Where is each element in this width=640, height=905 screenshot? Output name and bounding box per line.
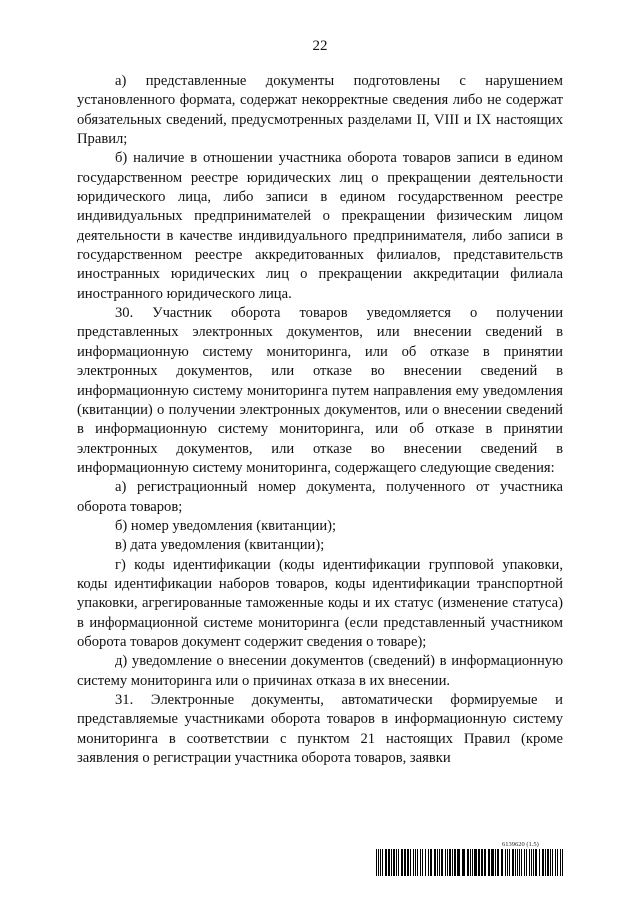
paragraph-item-d-notification: д) уведомление о внесении документов (сведений) в информационную систему мониторинга или о причинах отказа в их внесении.	[77, 653, 563, 689]
paragraph-item-b: б) наличие в отношении участника оборота товаров записи в едином государственном реестре юридических лиц о прекращении деятельности юридического лица, либо записи в едином государственном реестре индивидуальных предпринимателей о прекращении физическим лицом деятельности в качестве индивидуального предпринимателя, либо записи в государственном реестре аккредитованных филиалов, представительств иностранных юридических лиц о прекращении аккредитации филиала иностранного юридического лица.	[77, 150, 563, 302]
paragraph-item-v-notice-date: в) дата уведомления (квитанции);	[115, 537, 325, 554]
paragraph-item-a: а) представленные документы подготовлены с нарушением установленного формата, содержат некорректные сведения либо не содержат обязательных сведений, предусмотренных разделами II, VIII и IX настоящих Правил;	[77, 73, 563, 148]
document-code: 6139620 (1.5)	[502, 841, 539, 848]
paragraph-item-g-identification-codes: г) коды идентификации (коды идентификации групповой упаковки, коды идентификации наборов товаров, коды идентификации транспортной упаковки, агрегированные таможенные коды и их статус (изменение статуса) в информационной системе мониторинга (если представленный участником оборота товаров документ содержит сведения о товаре);	[77, 556, 563, 650]
paragraph-clause-30: 30. Участник оборота товаров уведомляется о получении представленных электронных документов, или внесении сведений в информационную систему мониторинга, или об отказе в принятии электронных документов, или отказе во внесении сведений в информационную систему мониторинга путем направления ему уведомления (квитанции) о получении электронных документов, или о внесении сведений в информационную систему мониторинга, или об отказе в принятии электронных документов, или отказе во внесении сведений в информационную систему мониторинга, содержащего следующие сведения:	[77, 305, 563, 476]
barcode-icon	[376, 849, 564, 876]
body-text	[77, 72, 563, 768]
paragraph-item-a-registration-number: а) регистрационный номер документа, полученного от участника оборота товаров;	[77, 479, 563, 515]
paragraph-clause-31: 31. Электронные документы, автоматически формируемые и представляемые участниками оборота товаров в информационную систему мониторинга в соответствии с пунктом 21 настоящих Правил (кроме заявления о регистрации участника оборота товаров, заявки	[77, 692, 563, 767]
page-number: 22	[312, 38, 328, 54]
paragraph-item-b-notice-number: б) номер уведомления (квитанции);	[115, 517, 337, 534]
